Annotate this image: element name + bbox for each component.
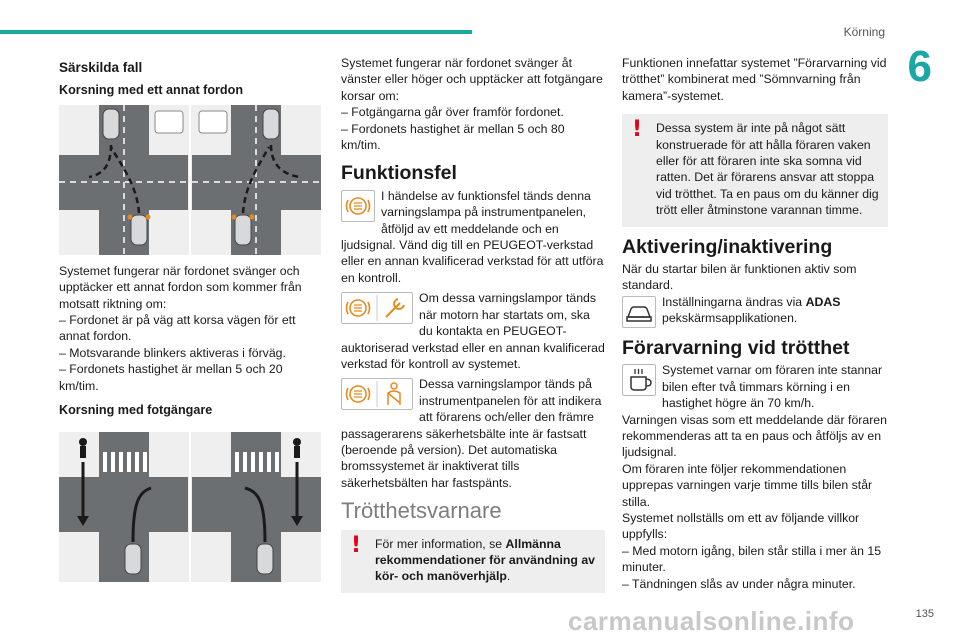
vehicle-text: Systemet fungerar när fordonet svänger och upptäcker ett annat fordon som kommer från motsatt riktning om:: [59, 263, 302, 311]
vehicle-bullet-2: – Motsvarande blinkers aktiveras i förväg.: [59, 345, 286, 360]
vehicle-bullet-3: – Fordonets hastighet är mellan 5 och 20 km/tim.: [59, 362, 283, 393]
warning-lamp-wrench-icon: [341, 292, 413, 324]
column-2: [341, 55, 605, 603]
driver-bullet-1: – Med motorn igång, bilen står stilla i mer än 15 minuter.: [622, 543, 882, 575]
driver-alert-block: [622, 362, 888, 411]
section-title: Körning: [843, 25, 885, 39]
driver-text-2: Varningen visas som ett meddelande där föraren rekommenderas att ta en paus och åtföljs av en ljudsignal.: [622, 412, 887, 460]
column-1: [59, 55, 321, 590]
car-settings-icon: [622, 296, 656, 328]
heading-activation: Aktivering/inaktivering: [622, 235, 833, 258]
pedestrian-crossing-illustration: [59, 432, 321, 582]
fault-block-1: [341, 188, 605, 286]
vehicle-bullet-1: – Fordonet är på väg att korsa vägen för ett annat fordon.: [59, 313, 296, 344]
heading-pedestrian-crossing: Korsning med fotgängare: [59, 403, 213, 418]
heading-special-cases: Särskilda fall: [59, 60, 143, 75]
settings-post: pekskärmsapplikationen.: [662, 311, 798, 326]
fault-text-3: Dessa varningslampor tänds på instrumentpanelen för att indikera att förarens och/eller den främre passagerarens säkerhetsbälte inte är fastsatt (beroende på version). Det automatiska bromssystemet är inaktiverat tills säkerhetsbälten har fastspänts.: [341, 377, 602, 490]
warning-note-text: Dessa system är inte på något sätt konstruerade för att hålla föraren vaken eller för att föraren inte ska somna vid ratten. Det är förarens ansvar att stoppa vid trötthet. Ta en paus om du känner dig trött eller åtminstone varannan timme.: [656, 121, 879, 218]
driver-text-4: Systemet nollställs om ett av följande villkor uppfylls:: [622, 510, 860, 542]
heading-vehicle-crossing: Korsning med ett annat fordon: [59, 83, 244, 98]
settings-text: [622, 294, 888, 327]
info-note-text: [349, 532, 597, 585]
warning-note: [622, 114, 888, 226]
settings-adas: ADAS: [805, 294, 841, 309]
pedestrian-bullet-2: – Fordonets hastighet är mellan 5 och 80 km/tim.: [341, 121, 565, 153]
driver-text-3: Om föraren inte följer rekommendationen upprepas varningen varje timme tills bilen står stilla.: [622, 461, 873, 509]
note-link: Allmänna rekommendationer för användning av kör- och manöverhjälp: [375, 536, 596, 584]
heading-fatigue: Trötthetsvarnare: [341, 498, 502, 524]
info-note: [341, 530, 605, 593]
heading-driver-alert: Förarvarning vid trötthet: [622, 336, 850, 359]
column-3: [622, 55, 888, 592]
activation-text: När du startar bilen är funktionen aktiv som standard.: [622, 262, 857, 293]
page-number: 135: [915, 608, 934, 620]
pedestrian-text: Systemet fungerar när fordonet svänger åt vänster eller höger och upptäcker att fotgängare korsar om:: [341, 56, 603, 103]
header-accent-bar: [0, 30, 472, 34]
warning-lamp-icon: [341, 190, 375, 222]
intro-text: Funktionen innefattar systemet ”Förarvarning vid trötthet” kombinerat med ”Sömnvarning från kamera”-systemet.: [622, 56, 887, 103]
fault-text-1: I händelse av funktionsfel tänds denna varningslampa på instrumentpanelen, åtföljd av ett meddelande och en ljudsignal. Vänd dig till en PEUGEOT-verkstad eller en annan kvalificerad verkstad för att utföra en kontroll.: [341, 188, 604, 285]
warning-lamp-seatbelt-icon: [341, 378, 413, 410]
settings-pre: Inställningarna ändras via: [662, 294, 806, 309]
warning-exclamation-icon: !: [632, 117, 643, 143]
settings-block: [622, 294, 888, 327]
note-pre: För mer information, se: [375, 536, 506, 551]
coffee-cup-icon: [622, 364, 656, 396]
chapter-number: 6: [907, 42, 932, 91]
pedestrian-bullet-1: – Fotgängarna går över framför fordonet.: [341, 105, 564, 120]
heading-malfunction: Funktionsfel: [341, 162, 457, 185]
driver-bullet-2: – Tändningen slås av under några minuter.: [622, 576, 856, 591]
warning-exclamation-icon: !: [351, 532, 362, 558]
fault-block-3: [341, 376, 605, 491]
note-post: .: [506, 569, 511, 584]
fault-block-2: [341, 290, 605, 372]
driver-text-1: Systemet varnar om föraren inte stannar bilen efter två timmars körning i en hastighet högre än 70 km/h.: [662, 363, 883, 411]
fault-text-2: Om dessa varningslampor tänds när motorn har startats om, ska du kontakta en PEUGEOT-auktoriserad verkstad eller en annan kvalificerad verkstad för kontroll av systemet.: [341, 291, 605, 371]
watermark: carmanualsonline.info: [568, 606, 855, 636]
vehicle-crossing-illustration: [59, 105, 321, 255]
